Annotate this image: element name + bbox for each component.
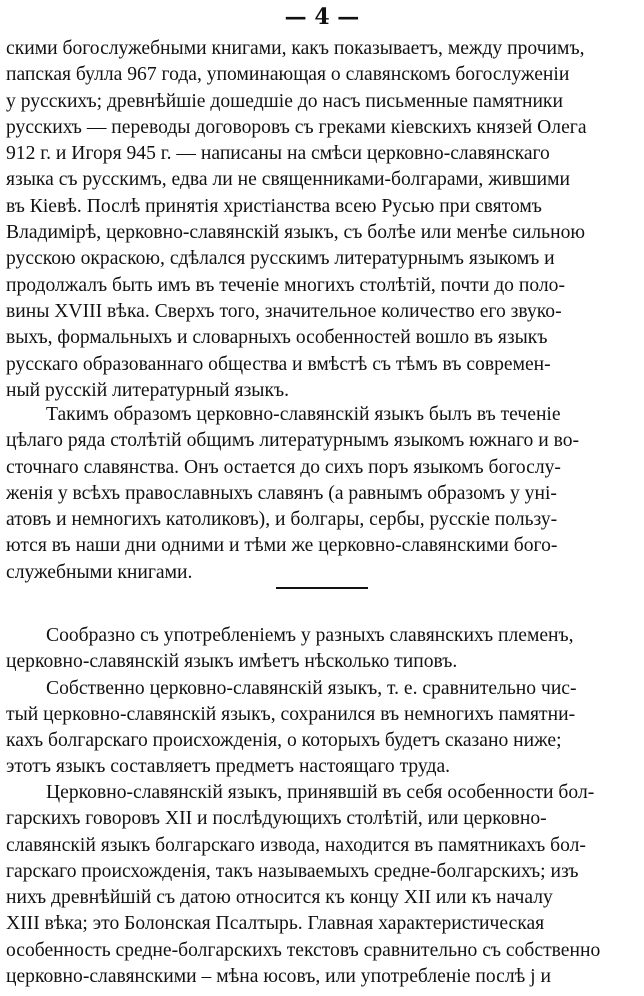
text-line: папская булла 967 года, упоминающая о славянскомъ богослуженіи bbox=[6, 64, 570, 86]
text-line: вины XVIII вѣка. Сверхъ того, значительное количество его звуко- bbox=[6, 300, 562, 322]
text-line: особенность средне-болгарскихъ текстовъ сравнительно съ собственно bbox=[6, 939, 601, 961]
text-line: женія у всѣхъ православныхъ славянъ (а равнымъ образомъ у уні- bbox=[6, 482, 557, 504]
text-line: Собственно церковно-славянскій языкъ, т. е. сравнительно чис- bbox=[46, 677, 577, 699]
text-line: русскаго образованнаго общества и вмѣстѣ съ тѣмъ въ современ- bbox=[6, 353, 551, 375]
text-line: Церковно-славянскій языкъ, принявшій въ себя особенности бол- bbox=[46, 782, 595, 803]
paragraph-1 bbox=[6, 36, 638, 404]
text-line: Сообразно съ употребленіемъ у разныхъ славянскихъ племенъ, bbox=[46, 625, 574, 646]
text-line: церковно-славянскій языкъ имѣетъ нѣсколько типовъ. bbox=[6, 651, 458, 673]
text-line: атовъ и немногихъ католиковъ), и болгары, сербы, русскіе пользу- bbox=[6, 509, 558, 531]
text-line: въ Кіевѣ. Послѣ принятія христіанства всею Русью при святомъ bbox=[6, 195, 542, 217]
text-line: скими богослужебными книгами, какъ показываетъ, между прочимъ, bbox=[6, 38, 585, 59]
section-divider bbox=[276, 587, 368, 589]
page-number: — 4 — bbox=[284, 4, 360, 30]
text-block-1 bbox=[6, 36, 638, 404]
text-line: служебными книгами. bbox=[6, 561, 193, 583]
text-line: 912 г. и Игоря 945 г. — написаны на смѣси церковно-славянскаго bbox=[6, 143, 550, 165]
text-line: славянскій языкъ болгарскаго извода, находится въ памятникахъ бол- bbox=[6, 834, 586, 856]
text-line: русскою окраскою, сдѣлался русскимъ литературнымъ языкомъ и bbox=[6, 248, 555, 270]
text-line: продолжалъ быть имъ въ теченіе многихъ столѣтій, почти до поло- bbox=[6, 274, 565, 296]
text-line: кахъ болгарскаго происхожденія, о которыхъ будетъ сказано ниже; bbox=[6, 730, 562, 752]
text-line: гарскихъ говоровъ XII и послѣдующихъ столѣтій, или церковно- bbox=[6, 808, 547, 830]
text-line: ются въ наши дни одними и тѣми же церковно-славянскими бого- bbox=[6, 535, 558, 557]
text-block-4 bbox=[6, 780, 638, 990]
text-line: цѣлаго ряда столѣтій общимъ литературнымъ языкомъ южнаго и во- bbox=[6, 430, 580, 452]
paragraph-5 bbox=[6, 780, 638, 990]
text-line: этотъ языкъ составляетъ предметъ настоящаго труда. bbox=[6, 756, 451, 778]
text-line: языка съ русскимъ, едва ли не священниками-болгарами, жившими bbox=[6, 169, 570, 191]
paragraph-2 bbox=[6, 402, 638, 586]
text-line: у русскихъ; древнѣйшіе дошедшіе до насъ письменные памятники bbox=[6, 90, 563, 112]
text-line: тый церковно-славянскій языкъ, сохранился въ немногихъ памятни- bbox=[6, 703, 576, 725]
text-line: выхъ, формальныхъ и словарныхъ особенностей вошло въ языкъ bbox=[6, 327, 548, 349]
text-line: Владимірѣ, церковно-славянскій языкъ, съ болѣе или менѣе сильною bbox=[6, 222, 586, 244]
text-line: Такимъ образомъ церковно-славянскій языкъ былъ въ теченіе bbox=[46, 404, 561, 425]
text-line: гарскаго происхожденія, такъ называемыхъ средне-болгарскихъ; изъ bbox=[6, 860, 579, 882]
paragraph-3 bbox=[6, 623, 638, 676]
text-block-3 bbox=[6, 623, 638, 781]
text-line: церковно-славянскими – мѣна юсовъ, или употребленіе послѣ j и bbox=[6, 966, 551, 988]
text-line: нихъ древнѣйшій съ датою относится къ концу XII или къ началу bbox=[6, 887, 553, 909]
text-line: XIII вѣка; это Болонская Псалтырь. Главная характеристическая bbox=[6, 913, 545, 935]
text-block-2 bbox=[6, 402, 638, 586]
text-line: сточнаго славянства. Онъ остается до сихъ поръ языкомъ богослу- bbox=[6, 456, 561, 478]
text-line: ный русскій литературный языкъ. bbox=[6, 379, 290, 401]
paragraph-4 bbox=[6, 676, 638, 781]
text-line: русскихъ — переводы договоровъ съ греками кіевскихъ князей Олега bbox=[6, 116, 587, 138]
